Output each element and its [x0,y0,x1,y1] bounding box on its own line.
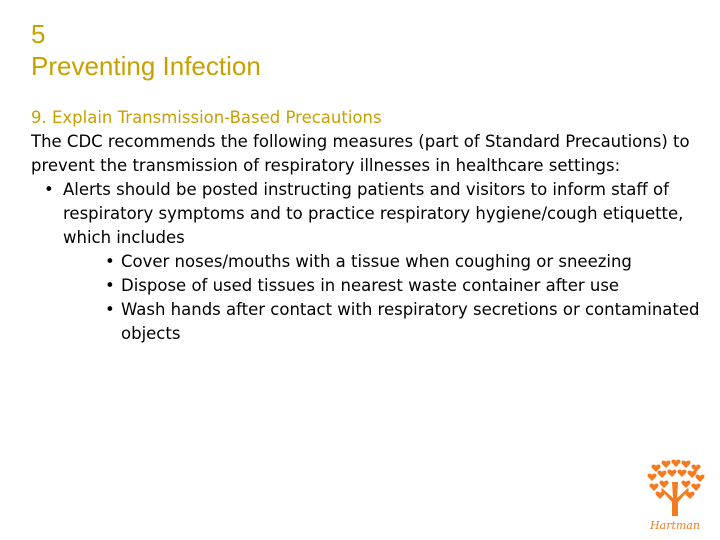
sub-bullet-text: Dispose of used tissues in nearest waste container after use [121,276,620,295]
sub-bullet-item [31,250,701,274]
sub-bullet-item [31,274,701,298]
bullet-glyph: • [105,252,115,271]
sub-bullet-text: Wash hands after contact with respiratory secretions or contaminated objects [121,300,700,343]
slide-body [31,106,701,346]
sub-bullet-item [31,298,701,346]
chapter-number: 5 [31,19,46,49]
bullet-list [31,178,701,346]
section-heading: 9. Explain Transmission-Based Precautions [31,108,382,127]
bullet-glyph: • [44,180,54,199]
hartman-logo [644,458,706,532]
chapter-name: Preventing Infection [31,51,261,81]
sub-bullet-text: Cover noses/mouths with a tissue when coughing or sneezing [121,252,632,271]
bullet-text: Alerts should be posted instructing patients and visitors to inform staff of respiratory symptoms and to practice respiratory hygiene/cough etiquette, which includes [63,180,684,247]
chapter-title [31,18,261,82]
intro-paragraph: The CDC recommends the following measures (part of Standard Precautions) to prevent the transmission of respiratory illnesses in healthcare settings: [31,132,690,175]
logo-wordmark: Hartman [650,519,700,532]
bullet-glyph: • [105,300,115,319]
bullet-glyph: • [105,276,115,295]
heart-tree-icon [644,458,706,532]
bullet-item [31,178,701,250]
